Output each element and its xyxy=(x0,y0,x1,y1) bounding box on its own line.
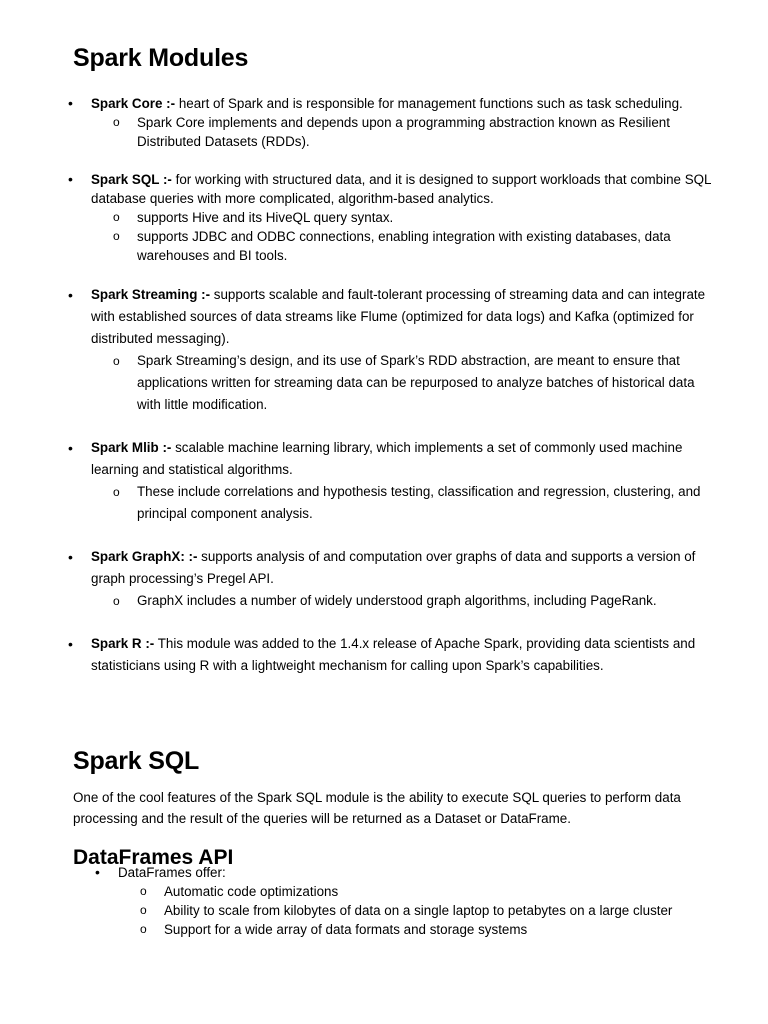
list-item: • Spark R :- This module was added to the 1.4.x release of Apache Spark, providing data scientists and statisticians using R with a lightweight mechanism for calling upon Spark’s capabilities. xyxy=(0,633,720,677)
module-desc: for working with structured data, and it is designed to support workloads that combine SQL database queries with more complicated, algorithm-based analytics. xyxy=(91,172,712,206)
sub-item: o GraphX includes a number of widely understood graph algorithms, including PageRank. xyxy=(91,590,720,612)
section-paragraph: One of the cool features of the Spark SQL module is the ability to execute SQL queries to perform data processing and the result of the queries will be returned as a Dataset or DataFrame. xyxy=(73,790,681,826)
module-name: Spark Mlib xyxy=(91,440,159,455)
sub-item: o supports Hive and its HiveQL query syntax. xyxy=(91,208,720,227)
sub-item: o supports JDBC and ODBC connections, enabling integration with existing databases, data warehouses and BI tools. xyxy=(91,227,720,265)
module-name: Spark SQL xyxy=(91,172,160,187)
list-item xyxy=(0,863,720,939)
list-item: • Spark Streaming :- supports scalable and fault-tolerant processing of streaming data and can integrate with established sources of data streams like Flume (optimized for data logs) and Kafka (optimized for distributed messaging). o Spark Streaming’s design, and its use of Spark’s RDD abstraction, are meant to ensure that applications written for streaming data can be repurposed to analyze batches of historical data with little modification. xyxy=(0,284,720,416)
module-desc: supports analysis of and computation over graphs of data and supports a version of graph processing’s Pregel API. xyxy=(91,549,696,586)
dataframes-list xyxy=(0,863,720,939)
modules-list xyxy=(0,94,720,677)
subsection-heading: DataFrames API xyxy=(73,846,234,869)
sub-item: o These include correlations and hypothesis testing, classification and regression, clustering, and principal component analysis. xyxy=(91,481,720,525)
module-name: Spark Streaming xyxy=(91,287,198,302)
page-title: Spark Modules xyxy=(73,44,249,72)
module-desc: heart of Spark and is responsible for management functions such as task scheduling. xyxy=(175,96,683,111)
sub-item: o Ability to scale from kilobytes of data on a single laptop to petabytes on a large cluster xyxy=(118,901,720,920)
module-name: Spark R xyxy=(91,636,142,651)
module-desc: This module was added to the 1.4.x release of Apache Spark, providing data scientists and statisticians using R with a lightweight mechanism for calling upon Spark’s capabilities. xyxy=(91,636,696,673)
list-item: • Spark GraphX: :- supports analysis of and computation over graphs of data and supports a version of graph processing’s Pregel API. o GraphX includes a number of widely understood graph algorithms, including PageRank. xyxy=(0,546,720,612)
sub-item: o Spark Streaming’s design, and its use of Spark’s RDD abstraction, are meant to ensure that applications written for streaming data can be repurposed to analyze batches of historical data with little modification. xyxy=(91,350,720,416)
list-item: • Spark SQL :- for working with structured data, and it is designed to support workloads that combine SQL database queries with more complicated, algorithm-based analytics. o supports Hive and its HiveQL query syntax. o supports JDBC and ODBC connections, enabling integration with existing databases, data warehouses and BI tools. xyxy=(0,170,720,265)
list-item-label: DataFrames offer: xyxy=(118,865,226,880)
sub-item: o Spark Core implements and depends upon a programming abstraction known as Resilient Distributed Datasets (RDDs). xyxy=(91,113,720,151)
module-desc: scalable machine learning library, which implements a set of commonly used machine learning and statistical algorithms. xyxy=(91,440,683,477)
section-heading: Spark SQL xyxy=(73,747,200,775)
sub-item: o Automatic code optimizations xyxy=(118,882,720,901)
module-name: Spark GraphX xyxy=(91,549,181,564)
list-item: • Spark Core :- heart of Spark and is responsible for management functions such as task scheduling. o Spark Core implements and depends upon a programming abstraction known as Resilient Distributed Datasets (RDDs). xyxy=(0,94,720,151)
list-item: • Spark Mlib :- scalable machine learning library, which implements a set of commonly used machine learning and statistical algorithms. o These include correlations and hypothesis testing, classification and regression, clustering, and principal component analysis. xyxy=(0,437,720,525)
module-name: Spark Core xyxy=(91,96,163,111)
module-desc: supports scalable and fault-tolerant processing of streaming data and can integrate with established sources of data streams like Flume (optimized for data logs) and Kafka (optimized for distributed messaging). xyxy=(91,287,706,346)
sub-item: o Support for a wide array of data formats and storage systems xyxy=(118,920,720,939)
